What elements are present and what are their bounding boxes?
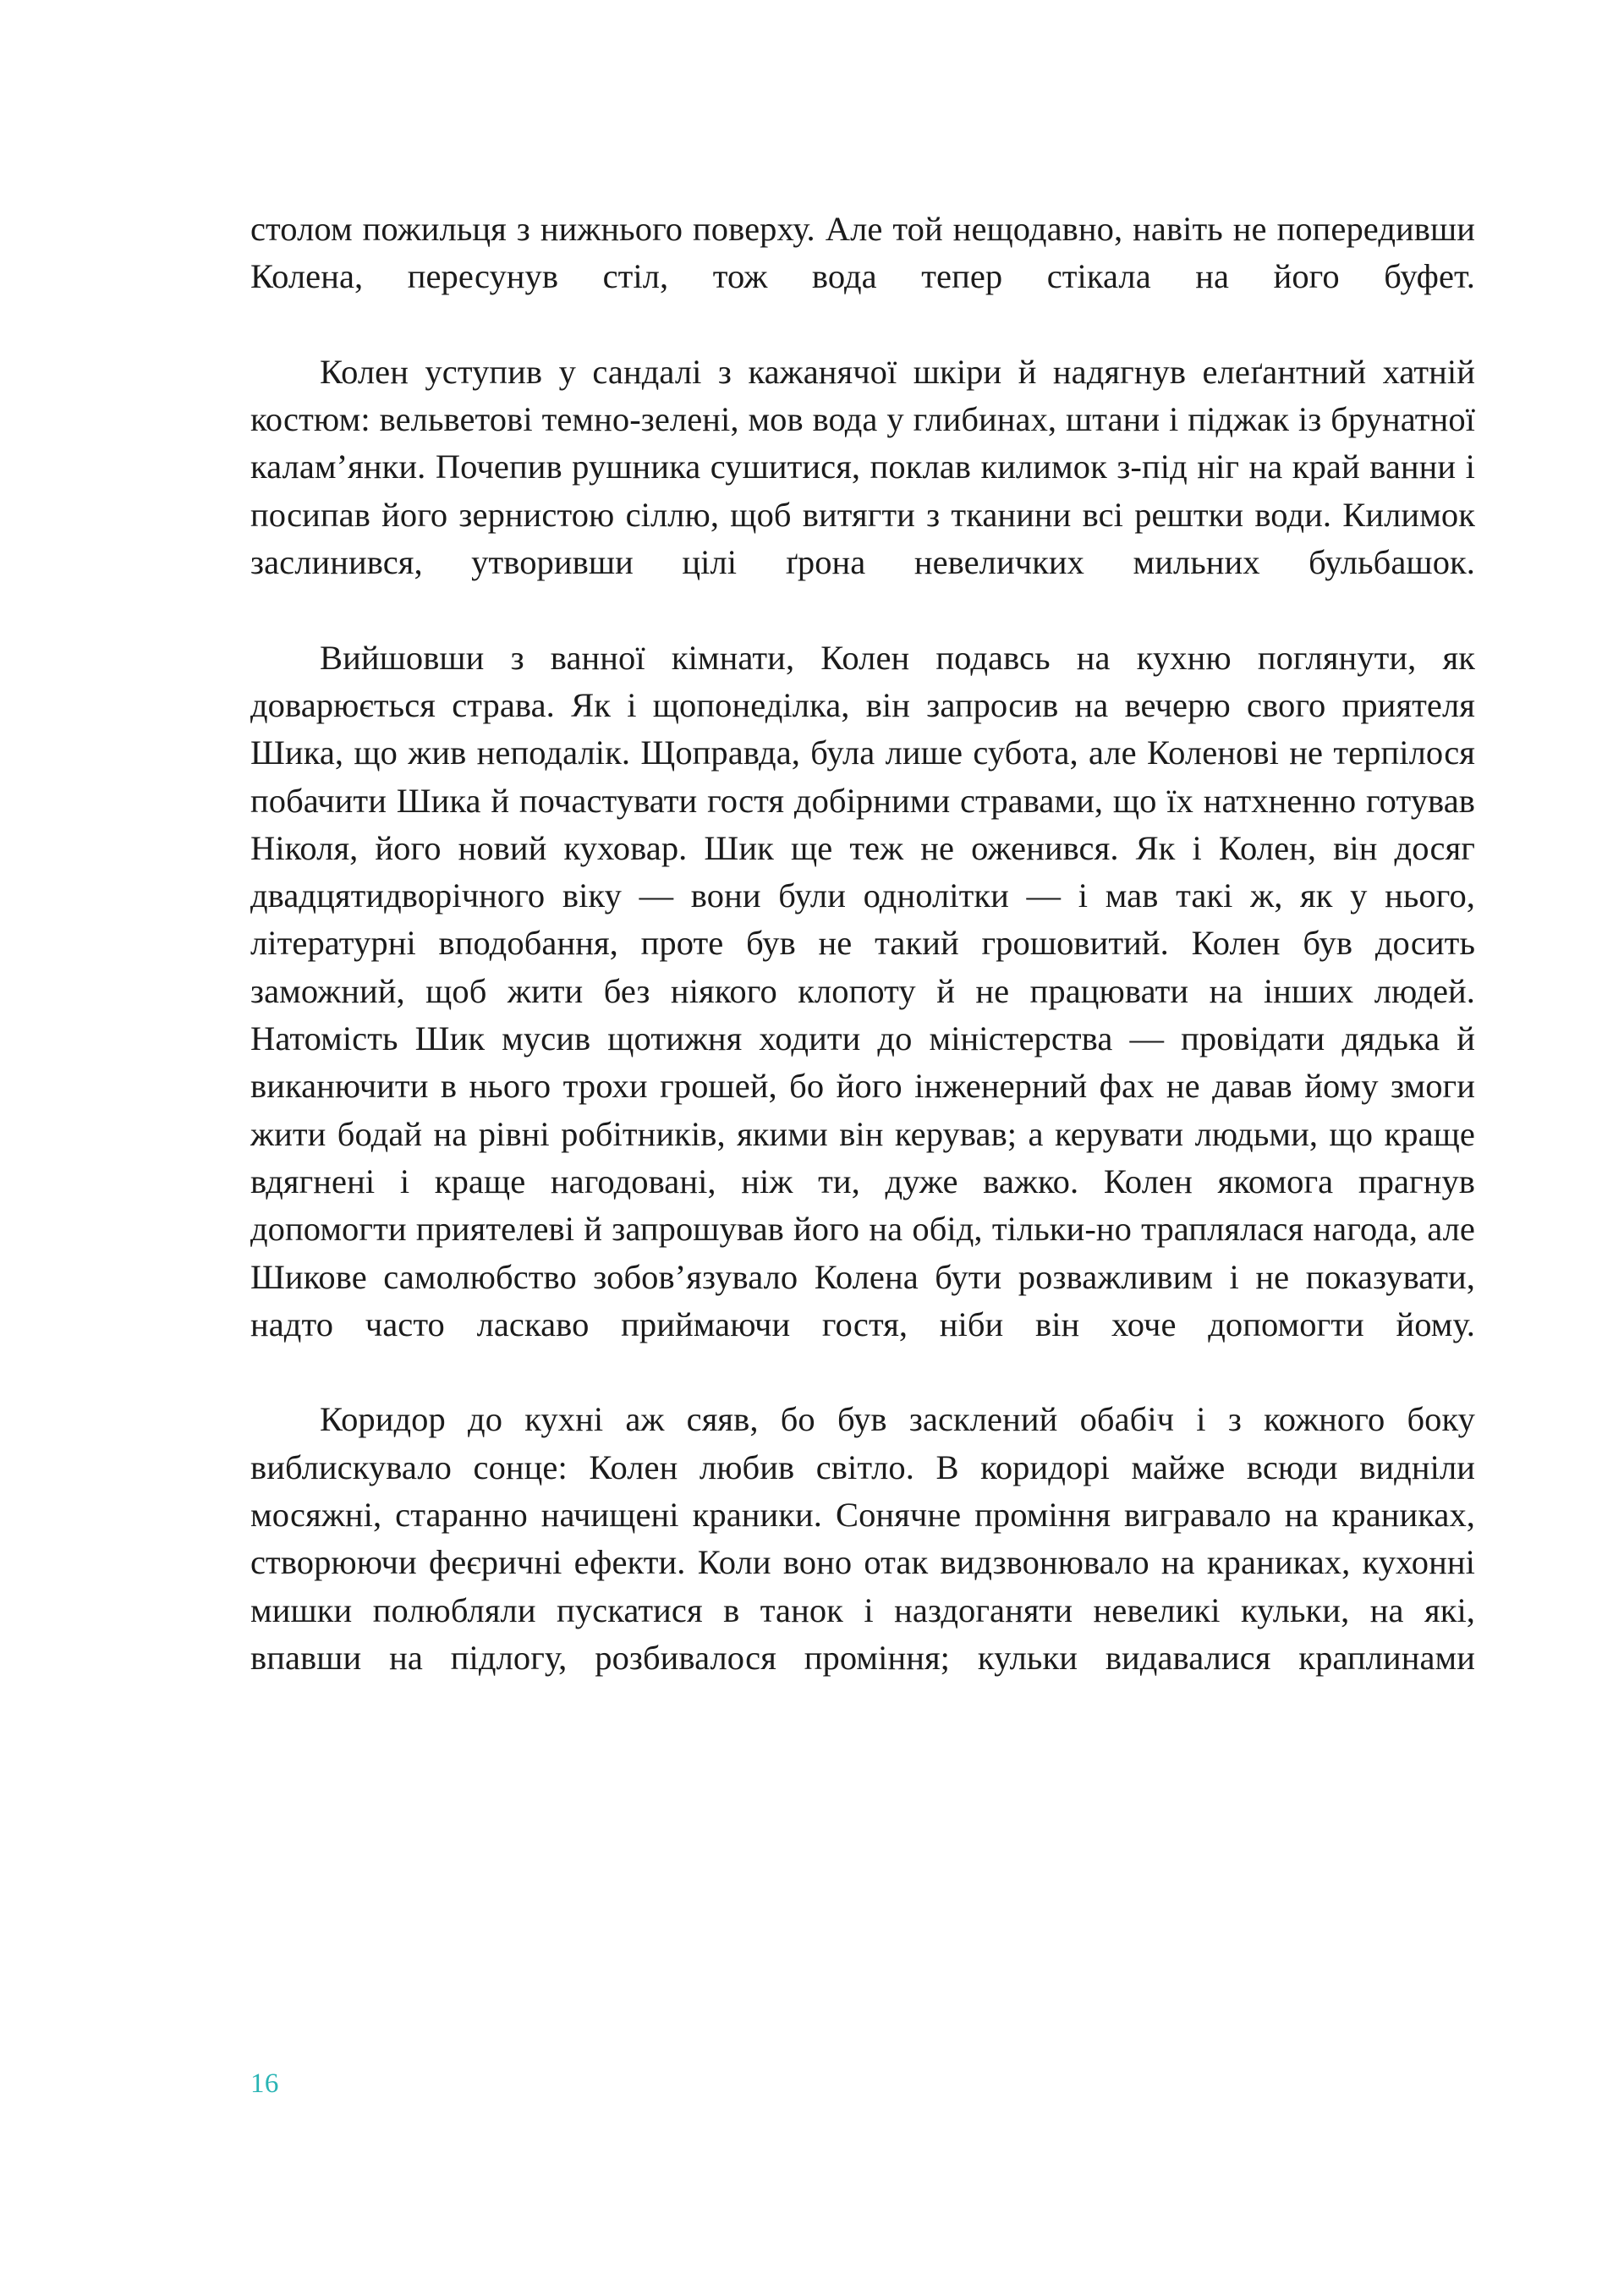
body-text-block: [250, 206, 1475, 1730]
paragraph: Колен уступив у сандалі з кажанячої шкіри й надягнув елеґантний хатній костюм: вельветові темно-зелені, мов вода у глибинах, штани і піджак із брунатної калам’янки. Почепив рушника сушитися, поклав килимок з-під ніг на край ванни і посипав його зернистою сіллю, щоб витягти з тканини всі рештки води. Килимок заслинився, утворивши цілі ґрона невеличких мильних бульбашок.: [250, 352, 1475, 582]
page-number: 16: [250, 2068, 279, 2099]
paragraph: Вийшовши з ванної кімнати, Колен подавсь на кухню поглянути, як доварюється страва. Як і щопонеділка, він запросив на вечерю свого приятеля Шика, що жив неподалік. Щоправда, була лише субота, але Коленові не терпілося побачити Шика й почастувати гостя добірними стравами, що їх натхненно готував Ніколя, його новий куховар. Шик ще теж не оженився. Як і Колен, він досяг двадцятидворічного віку — вони були однолітки — і мав такі ж, як у нього, літературні вподобання, проте був не такий грошовитий. Колен був досить заможний, щоб жити без ніякого клопоту й не працювати на інших людей. Натомість Шик мусив щотижня ходити до міністерства — провідати дядька й виканючити в нього трохи грошей, бо його інженерний фах не давав йому змоги жити бодай на рівні робітників, якими він керував; а керувати людьми, що краще вдягнені і краще нагодовані, ніж ти, дуже важко. Колен якомога прагнув допомогти приятелеві й запрошував його на обід, тільки-но траплялася нагода, але Шикове самолюбство зобов’язувало Колена бути розважливим і не показувати, надто часто ласкаво приймаючи гостя, ніби він хоче допомогти йому.: [250, 638, 1475, 1343]
paragraph: столом пожильця з нижнього поверху. Але той нещодавно, навіть не попередивши Колена, пересунув стіл, тож вода тепер стікала на його буфет.: [250, 210, 1475, 296]
paragraph: Коридор до кухні аж сяяв, бо був засклений обабіч і з кожного боку виблискувало сонце: Колен любив світло. В коридорі майже всюди видніли мосяжні, старанно начищені краники. Сонячне проміння вигравало на краниках, створюючи феєричні ефекти. Коли воно отак видзвонювало на краниках, кухонні мишки полюбляли пускатися в танок і наздоганяти невеликі кульки, на які, впавши на підлогу, розбивалося проміння; кульки видавалися краплинами: [250, 1400, 1475, 1677]
